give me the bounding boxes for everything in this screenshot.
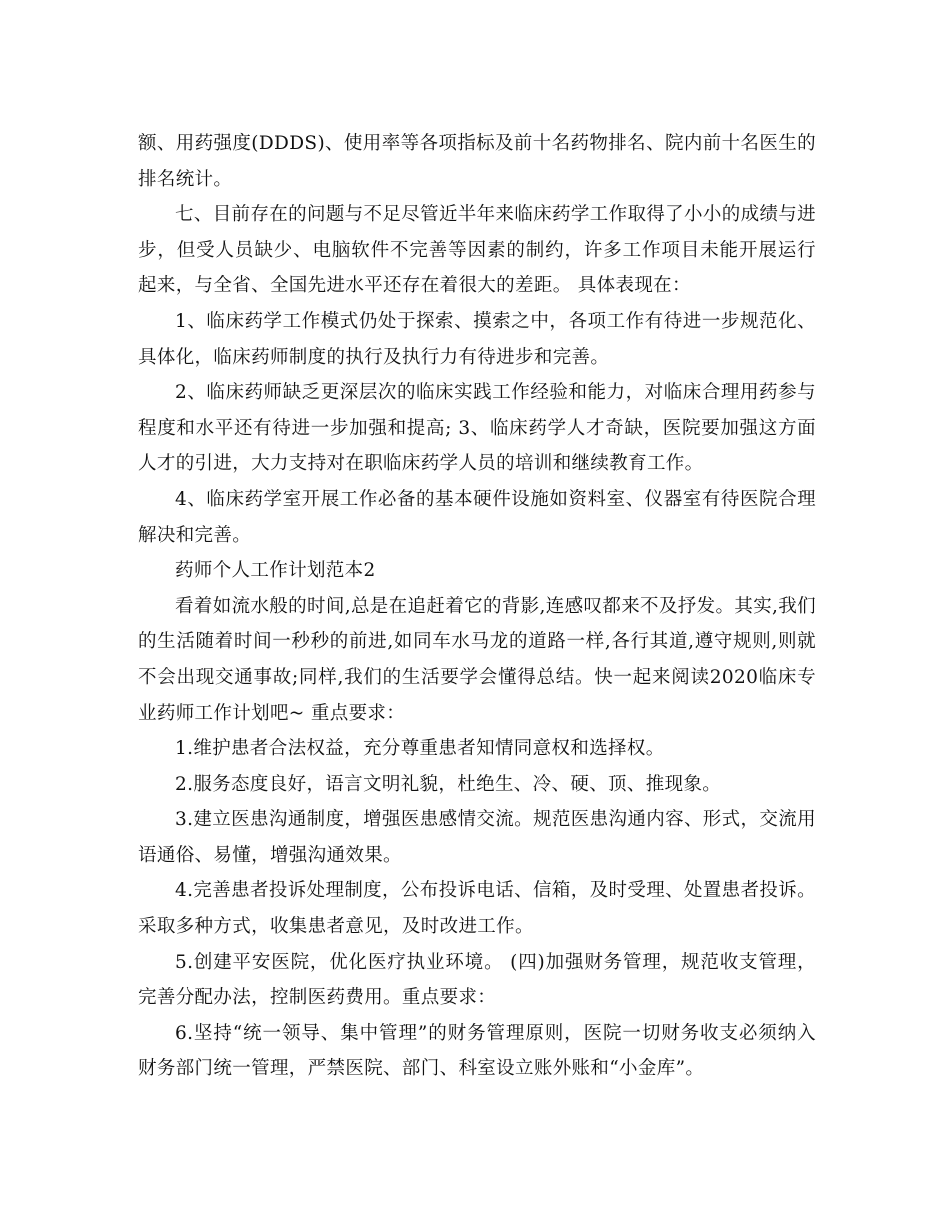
paragraph-5: 4、临床药学室开展工作必备的基本硬件设施如资料室、仪器室有待医院合理解决和完善。 xyxy=(138,488,816,546)
document-body xyxy=(138,126,816,1087)
paragraph-3: 1、临床药学工作模式仍处于探索、摸索之中，各项工作有待进一步规范化、具体化，临床药师制度的执行及执行力有待进步和完善。 xyxy=(138,310,816,368)
paragraph-12: 5.创建平安医院，优化医疗执业环境。 (四)加强财务管理，规范收支管理，完善分配办法，控制医药费用。重点要求： xyxy=(138,951,816,1009)
paragraph-10: 3.建立医患沟通制度，增强医患感情交流。规范医患沟通内容、形式，交流用语通俗、易懂，增强沟通效果。 xyxy=(138,809,816,866)
paragraph-2: 七、目前存在的问题与不足尽管近半年来临床药学工作取得了小小的成绩与进步，但受人员缺少、电脑软件不完善等因素的制约，许多工作项目未能开展运行起来，与全省、全国先进水平还存在着很大的差距。 具体表现在： xyxy=(138,204,816,297)
section-heading: 药师个人工作计划范本2 xyxy=(175,560,376,582)
paragraph-7: 看着如流水般的时间,总是在追赶着它的背影,连感叹都来不及抒发。其实,我们的生活随着时间一秒秒的前进,如同车水马龙的道路一样,各行其道,遵守规则,则就不会出现交通事故;同样,我们的生活要学会懂得总结。快一起来阅读2020临床专业药师工作计划吧~ 重点要求： xyxy=(138,595,816,724)
paragraph-9: 2.服务态度良好，语言文明礼貌，杜绝生、冷、硬、顶、推现象。 xyxy=(175,773,722,795)
paragraph-4: 2、临床药师缺乏更深层次的临床实践工作经验和能力，对临床合理用药参与程度和水平还有待进一步加强和提高; 3、临床药学人才奇缺，医院要加强这方面人才的引进，大力支持对在职临床药学人员的培训和继续教育工作。 xyxy=(138,382,816,475)
paragraph-11: 4.完善患者投诉处理制度，公布投诉电话、信箱，及时受理、处置患者投诉。采取多种方式，收集患者意见，及时改进工作。 xyxy=(138,880,816,938)
paragraph-8: 1.维护患者合法权益，充分尊重患者知情同意权和选择权。 xyxy=(175,738,665,760)
paragraph-1: 额、用药强度(DDDS)、使用率等各项指标及前十名药物排名、院内前十名医生的排名统计。 xyxy=(138,133,816,190)
paragraph-13: 6.坚持“统一领导、集中管理”的财务管理原则，医院一切财务收支必须纳入财务部门统一管理，严禁医院、部门、科室设立账外账和“小金库”。 xyxy=(138,1022,816,1080)
